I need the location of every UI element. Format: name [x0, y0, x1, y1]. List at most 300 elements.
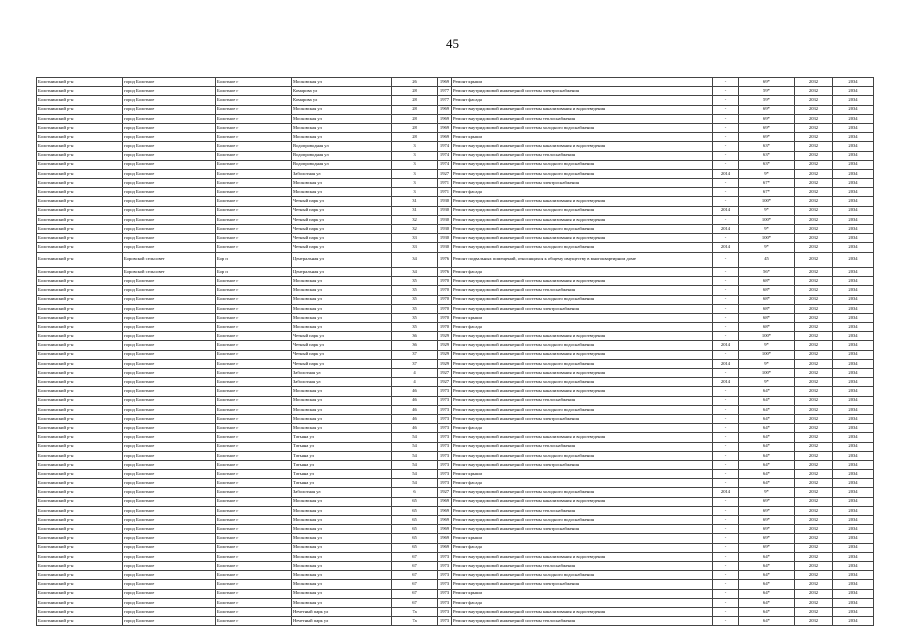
cell-locality: Болотное г — [216, 488, 292, 497]
cell-period-end: 2034 — [833, 197, 874, 206]
cell-district: Болотнинский р-н — [37, 414, 123, 423]
table-row — [37, 78, 874, 87]
table-row — [37, 225, 874, 234]
table-row — [37, 243, 874, 252]
cell-prior-repair-year: 2014 — [713, 378, 739, 387]
cell-period-start: 2032 — [795, 105, 833, 114]
cell-settlement: город Болотное — [123, 313, 216, 322]
cell-settlement: город Болотное — [123, 433, 216, 442]
cell-house-number: 3 — [392, 188, 438, 197]
cell-period-start: 2032 — [795, 304, 833, 313]
cell-locality: Болотное г — [216, 350, 292, 359]
cell-street: Четный парк ул — [292, 332, 392, 341]
cell-build-year: 1929 — [438, 332, 452, 341]
cell-street: Нечетный парк ул — [292, 607, 392, 616]
table-row — [37, 359, 874, 368]
cell-period-end: 2034 — [833, 215, 874, 224]
cell-work-type: Ремонт внутридомовой инженерной системы холодного водоснабжения — [452, 243, 713, 252]
cell-prior-repair-year: - — [713, 234, 739, 243]
table-row — [37, 369, 874, 378]
cell-period-end: 2034 — [833, 534, 874, 543]
cell-period-end: 2034 — [833, 460, 874, 469]
cell-district: Болотнинский р-н — [37, 442, 123, 451]
table-row — [37, 405, 874, 414]
cell-prior-repair-year: - — [713, 433, 739, 442]
cell-period-start: 2032 — [795, 424, 833, 433]
cell-period-end: 2034 — [833, 105, 874, 114]
cell-house-number: 28 — [392, 114, 438, 123]
cell-prior-repair-year: - — [713, 96, 739, 105]
cell-build-year: 1970 — [438, 313, 452, 322]
page-number: 45 — [446, 36, 459, 51]
repair-schedule-table — [36, 77, 874, 626]
cell-house-number: 28 — [392, 96, 438, 105]
cell-period-start: 2032 — [795, 87, 833, 96]
cell-work-type: Ремонт внутридомовой инженерной системы электроснабжения — [452, 580, 713, 589]
cell-build-year: 1969 — [438, 497, 452, 506]
cell-street: Четный парк ул — [292, 215, 392, 224]
cell-build-year: 1971 — [438, 188, 452, 197]
cell-district: Болотнинский р-н — [37, 215, 123, 224]
table-row — [37, 525, 874, 534]
cell-period-end: 2034 — [833, 424, 874, 433]
cell-period-end: 2034 — [833, 580, 874, 589]
cell-build-year: 1929 — [438, 350, 452, 359]
cell-house-number: 3 — [392, 142, 438, 151]
cell-district: Болотнинский р-н — [37, 234, 123, 243]
cell-house-number: 35 — [392, 286, 438, 295]
cell-period-end: 2034 — [833, 133, 874, 142]
cell-wear-percent: 9* — [739, 206, 795, 215]
cell-build-year: 1970 — [438, 295, 452, 304]
cell-settlement: город Болотное — [123, 206, 216, 215]
cell-build-year: 1974 — [438, 160, 452, 169]
cell-district: Болотнинский р-н — [37, 188, 123, 197]
cell-district: Болотнинский р-н — [37, 323, 123, 332]
cell-locality: Болотное г — [216, 552, 292, 561]
cell-work-type: Ремонт внутридомовой инженерной системы электроснабжения — [452, 525, 713, 534]
cell-settlement: город Болотное — [123, 516, 216, 525]
cell-work-type: Ремонт внутридомовой инженерной системы холодного водоснабжения — [452, 488, 713, 497]
cell-street: Четный парк ул — [292, 225, 392, 234]
cell-district: Болотнинский р-н — [37, 179, 123, 188]
cell-build-year: 1969 — [438, 114, 452, 123]
cell-wear-percent: 68* — [739, 277, 795, 286]
cell-house-number: 36 — [392, 341, 438, 350]
cell-wear-percent: 68* — [739, 286, 795, 295]
cell-period-end: 2034 — [833, 169, 874, 178]
cell-street: Московская ул — [292, 414, 392, 423]
cell-wear-percent: 69* — [739, 525, 795, 534]
cell-period-start: 2032 — [795, 479, 833, 488]
cell-build-year: 1929 — [438, 341, 452, 350]
cell-period-start: 2032 — [795, 169, 833, 178]
cell-locality: Болотное г — [216, 589, 292, 598]
cell-street: Московская ул — [292, 78, 392, 87]
cell-settlement: город Болотное — [123, 405, 216, 414]
cell-locality: Болотное г — [216, 151, 292, 160]
cell-period-start: 2032 — [795, 442, 833, 451]
cell-street: Заболотная ул — [292, 488, 392, 497]
cell-district: Болотнинский р-н — [37, 151, 123, 160]
cell-settlement: город Болотное — [123, 78, 216, 87]
cell-locality: Болотное г — [216, 133, 292, 142]
cell-wear-percent: 45 — [739, 252, 795, 267]
cell-build-year: 1971 — [438, 179, 452, 188]
cell-settlement: город Болотное — [123, 243, 216, 252]
table-row — [37, 561, 874, 570]
cell-district: Болотнинский р-н — [37, 286, 123, 295]
cell-street: Московская ул — [292, 396, 392, 405]
cell-build-year: 1973 — [438, 552, 452, 561]
cell-locality: Болотное г — [216, 369, 292, 378]
cell-period-start: 2032 — [795, 396, 833, 405]
cell-wear-percent: 64* — [739, 571, 795, 580]
cell-prior-repair-year: - — [713, 252, 739, 267]
cell-locality: Болотное г — [216, 497, 292, 506]
cell-district: Болотнинский р-н — [37, 87, 123, 96]
cell-work-type: Ремонт внутридомовой инженерной системы электроснабжения — [452, 179, 713, 188]
cell-street: Московская ул — [292, 295, 392, 304]
cell-district: Болотнинский р-н — [37, 598, 123, 607]
cell-build-year: 1973 — [438, 479, 452, 488]
cell-street: Татьяна ул — [292, 451, 392, 460]
cell-period-start: 2032 — [795, 277, 833, 286]
cell-build-year: 1973 — [438, 607, 452, 616]
cell-build-year: 1973 — [438, 580, 452, 589]
cell-house-number: 35 — [392, 277, 438, 286]
cell-work-type: Ремонт внутридомовой инженерной системы канализования и водоотведения — [452, 387, 713, 396]
cell-settlement: Боровской сельсовет — [123, 267, 216, 276]
cell-house-number: 54 — [392, 451, 438, 460]
cell-build-year: 1969 — [438, 543, 452, 552]
table-row — [37, 424, 874, 433]
cell-period-start: 2032 — [795, 151, 833, 160]
cell-period-end: 2034 — [833, 571, 874, 580]
table-row — [37, 206, 874, 215]
cell-build-year: 1969 — [438, 534, 452, 543]
cell-period-start: 2032 — [795, 497, 833, 506]
cell-period-end: 2034 — [833, 506, 874, 515]
cell-prior-repair-year: - — [713, 589, 739, 598]
cell-locality: Болотное г — [216, 378, 292, 387]
cell-work-type: Ремонт внутридомовой инженерной системы канализования и водоотведения — [452, 234, 713, 243]
cell-work-type: Ремонт внутридомовой инженерной системы канализования и водоотведения — [452, 552, 713, 561]
cell-work-type: Ремонт внутридомовой инженерной системы электроснабжения — [452, 304, 713, 313]
cell-prior-repair-year: - — [713, 525, 739, 534]
cell-period-start: 2032 — [795, 286, 833, 295]
cell-locality: Болотное г — [216, 160, 292, 169]
cell-district: Болотнинский р-н — [37, 405, 123, 414]
cell-period-end: 2034 — [833, 188, 874, 197]
cell-settlement: город Болотное — [123, 589, 216, 598]
cell-locality: Болотное г — [216, 96, 292, 105]
cell-settlement: город Болотное — [123, 580, 216, 589]
cell-district: Болотнинский р-н — [37, 552, 123, 561]
cell-prior-repair-year: 2014 — [713, 488, 739, 497]
cell-build-year: 1973 — [438, 598, 452, 607]
cell-period-end: 2034 — [833, 589, 874, 598]
cell-prior-repair-year: - — [713, 332, 739, 341]
cell-street: Четный парк ул — [292, 243, 392, 252]
cell-settlement: город Болотное — [123, 295, 216, 304]
cell-house-number: 67 — [392, 552, 438, 561]
cell-district: Болотнинский р-н — [37, 160, 123, 169]
cell-wear-percent: 9* — [739, 341, 795, 350]
cell-wear-percent: 69* — [739, 506, 795, 515]
cell-house-number: 65 — [392, 497, 438, 506]
cell-street: Нечетный парк ул — [292, 617, 392, 626]
cell-build-year: 1930 — [438, 225, 452, 234]
cell-build-year: 1927 — [438, 378, 452, 387]
table-row — [37, 442, 874, 451]
cell-build-year: 1969 — [438, 516, 452, 525]
cell-house-number: 65 — [392, 534, 438, 543]
cell-locality: Болотное г — [216, 598, 292, 607]
cell-house-number: 46 — [392, 396, 438, 405]
cell-period-start: 2032 — [795, 488, 833, 497]
table-row — [37, 350, 874, 359]
cell-build-year: 1970 — [438, 323, 452, 332]
cell-locality: Болотное г — [216, 197, 292, 206]
cell-street: Московская ул — [292, 543, 392, 552]
cell-district: Болотнинский р-н — [37, 169, 123, 178]
cell-work-type: Ремонт фасада — [452, 479, 713, 488]
cell-settlement: город Болотное — [123, 497, 216, 506]
cell-wear-percent: 56* — [739, 267, 795, 276]
cell-prior-repair-year: 2014 — [713, 206, 739, 215]
cell-wear-percent: 69* — [739, 78, 795, 87]
cell-prior-repair-year: - — [713, 442, 739, 451]
cell-work-type: Ремонт внутридомовой инженерной системы канализования и водоотведения — [452, 215, 713, 224]
cell-wear-percent: 64* — [739, 424, 795, 433]
cell-period-end: 2034 — [833, 525, 874, 534]
table-row — [37, 497, 874, 506]
cell-street: Московская ул — [292, 580, 392, 589]
table-row — [37, 470, 874, 479]
cell-settlement: город Болотное — [123, 188, 216, 197]
cell-work-type: Ремонт фасада — [452, 323, 713, 332]
cell-house-number: 3 — [392, 151, 438, 160]
table-row — [37, 215, 874, 224]
table-row — [37, 589, 874, 598]
cell-street: Московская ул — [292, 598, 392, 607]
cell-house-number: 34 — [392, 267, 438, 276]
cell-work-type: Ремонт внутридомовой инженерной системы канализования и водоотведения — [452, 277, 713, 286]
cell-district: Болотнинский р-н — [37, 460, 123, 469]
cell-district: Болотнинский р-н — [37, 78, 123, 87]
cell-locality: Болотное г — [216, 387, 292, 396]
cell-build-year: 1970 — [438, 304, 452, 313]
cell-build-year: 1969 — [438, 133, 452, 142]
cell-period-start: 2032 — [795, 506, 833, 515]
cell-settlement: город Болотное — [123, 87, 216, 96]
cell-wear-percent: 9* — [739, 488, 795, 497]
cell-settlement: город Болотное — [123, 470, 216, 479]
cell-wear-percent: 9* — [739, 243, 795, 252]
cell-prior-repair-year: - — [713, 414, 739, 423]
table-row — [37, 114, 874, 123]
cell-locality: Болотное г — [216, 114, 292, 123]
cell-work-type: Ремонт внутридомовой инженерной системы холодного водоснабжения — [452, 516, 713, 525]
cell-build-year: 1930 — [438, 215, 452, 224]
cell-prior-repair-year: - — [713, 323, 739, 332]
cell-prior-repair-year: - — [713, 460, 739, 469]
cell-settlement: Боровской сельсовет — [123, 252, 216, 267]
cell-locality: Болотное г — [216, 617, 292, 626]
cell-street: Татьяна ул — [292, 460, 392, 469]
cell-prior-repair-year: - — [713, 617, 739, 626]
cell-period-start: 2032 — [795, 451, 833, 460]
cell-prior-repair-year: - — [713, 87, 739, 96]
cell-district: Болотнинский р-н — [37, 378, 123, 387]
cell-wear-percent: 100* — [739, 332, 795, 341]
cell-street: Четный парк ул — [292, 206, 392, 215]
cell-work-type: Ремонт внутридомовой инженерной системы канализования и водоотведения — [452, 433, 713, 442]
cell-period-end: 2034 — [833, 470, 874, 479]
cell-build-year: 1973 — [438, 387, 452, 396]
cell-period-end: 2034 — [833, 598, 874, 607]
cell-locality: Болотное г — [216, 396, 292, 405]
cell-period-end: 2034 — [833, 451, 874, 460]
cell-settlement: город Болотное — [123, 142, 216, 151]
cell-house-number: 36 — [392, 332, 438, 341]
cell-house-number: 37 — [392, 350, 438, 359]
cell-wear-percent: 69* — [739, 123, 795, 132]
cell-wear-percent: 9* — [739, 359, 795, 368]
cell-period-start: 2032 — [795, 267, 833, 276]
cell-street: Центральная ул — [292, 252, 392, 267]
cell-locality: Болотное г — [216, 87, 292, 96]
cell-work-type: Ремонт внутридомовой инженерной системы холодного водоснабжения — [452, 295, 713, 304]
cell-prior-repair-year: 2014 — [713, 359, 739, 368]
table-row — [37, 197, 874, 206]
table-row — [37, 506, 874, 515]
cell-build-year: 1973 — [438, 561, 452, 570]
cell-district: Болотнинский р-н — [37, 387, 123, 396]
cell-district: Болотнинский р-н — [37, 580, 123, 589]
cell-build-year: 1973 — [438, 589, 452, 598]
cell-prior-repair-year: - — [713, 277, 739, 286]
cell-prior-repair-year: - — [713, 470, 739, 479]
cell-street: Московская ул — [292, 387, 392, 396]
table-row — [37, 332, 874, 341]
cell-settlement: город Болотное — [123, 277, 216, 286]
cell-wear-percent: 64* — [739, 433, 795, 442]
cell-period-end: 2034 — [833, 442, 874, 451]
table-row — [37, 543, 874, 552]
table-row — [37, 295, 874, 304]
cell-wear-percent: 64* — [739, 479, 795, 488]
cell-work-type: Ремонт внутридомовой инженерной системы теплоснабжения — [452, 114, 713, 123]
cell-build-year: 1973 — [438, 396, 452, 405]
cell-period-start: 2032 — [795, 525, 833, 534]
cell-settlement: город Болотное — [123, 123, 216, 132]
cell-build-year: 1977 — [438, 96, 452, 105]
cell-settlement: город Болотное — [123, 215, 216, 224]
cell-street: Водопроводная ул — [292, 142, 392, 151]
cell-period-end: 2034 — [833, 497, 874, 506]
cell-district: Болотнинский р-н — [37, 225, 123, 234]
cell-build-year: 1929 — [438, 359, 452, 368]
cell-house-number: 31 — [392, 206, 438, 215]
cell-locality: Бор п — [216, 252, 292, 267]
cell-district: Болотнинский р-н — [37, 123, 123, 132]
cell-work-type: Ремонт внутридомовой инженерной системы электроснабжения — [452, 414, 713, 423]
cell-period-start: 2032 — [795, 433, 833, 442]
cell-locality: Болотное г — [216, 451, 292, 460]
cell-settlement: город Болотное — [123, 451, 216, 460]
cell-prior-repair-year: - — [713, 396, 739, 405]
cell-house-number: 33 — [392, 243, 438, 252]
cell-locality: Болотное г — [216, 78, 292, 87]
cell-wear-percent: 69* — [739, 516, 795, 525]
cell-district: Болотнинский р-н — [37, 516, 123, 525]
cell-settlement: город Болотное — [123, 341, 216, 350]
cell-prior-repair-year: - — [713, 215, 739, 224]
cell-locality: Болотное г — [216, 561, 292, 570]
cell-period-end: 2034 — [833, 234, 874, 243]
cell-build-year: 1973 — [438, 405, 452, 414]
cell-period-end: 2034 — [833, 378, 874, 387]
cell-street: Московская ул — [292, 516, 392, 525]
cell-house-number: 3 — [392, 169, 438, 178]
cell-district: Болотнинский р-н — [37, 359, 123, 368]
cell-period-start: 2032 — [795, 405, 833, 414]
cell-locality: Болотное г — [216, 277, 292, 286]
cell-district: Болотнинский р-н — [37, 470, 123, 479]
cell-locality: Болотное г — [216, 123, 292, 132]
cell-house-number: 26 — [392, 78, 438, 87]
cell-build-year: 1969 — [438, 78, 452, 87]
cell-period-end: 2034 — [833, 561, 874, 570]
cell-district: Болотнинский р-н — [37, 607, 123, 616]
cell-wear-percent: 100* — [739, 197, 795, 206]
cell-house-number: 4 — [392, 378, 438, 387]
cell-house-number: 65 — [392, 525, 438, 534]
cell-work-type: Ремонт внутридомовой инженерной системы холодного водоснабжения — [452, 169, 713, 178]
cell-build-year: 1977 — [438, 87, 452, 96]
cell-work-type: Ремонт внутридомовой инженерной системы канализования и водоотведения — [452, 369, 713, 378]
cell-locality: Болотное г — [216, 506, 292, 515]
cell-settlement: город Болотное — [123, 543, 216, 552]
cell-work-type: Ремонт крыши — [452, 313, 713, 322]
cell-period-end: 2034 — [833, 543, 874, 552]
cell-locality: Болотное г — [216, 179, 292, 188]
cell-period-end: 2034 — [833, 405, 874, 414]
cell-period-end: 2034 — [833, 96, 874, 105]
cell-locality: Болотное г — [216, 470, 292, 479]
cell-district: Болотнинский р-н — [37, 341, 123, 350]
table-row — [37, 460, 874, 469]
cell-wear-percent: 64* — [739, 442, 795, 451]
cell-house-number: 4 — [392, 369, 438, 378]
cell-settlement: город Болотное — [123, 598, 216, 607]
cell-locality: Болотное г — [216, 607, 292, 616]
cell-street: Московская ул — [292, 497, 392, 506]
cell-work-type: Ремонт внутридомовой инженерной системы холодного водоснабжения — [452, 378, 713, 387]
cell-settlement: город Болотное — [123, 179, 216, 188]
cell-house-number: 67 — [392, 561, 438, 570]
table-row — [37, 234, 874, 243]
cell-street: Московская ул — [292, 405, 392, 414]
cell-locality: Болотное г — [216, 460, 292, 469]
cell-street: Московская ул — [292, 304, 392, 313]
cell-wear-percent: 64* — [739, 561, 795, 570]
cell-district: Болотнинский р-н — [37, 133, 123, 142]
cell-street: Четный парк ул — [292, 350, 392, 359]
cell-work-type: Ремонт внутридомовой инженерной системы теплоснабжения — [452, 506, 713, 515]
